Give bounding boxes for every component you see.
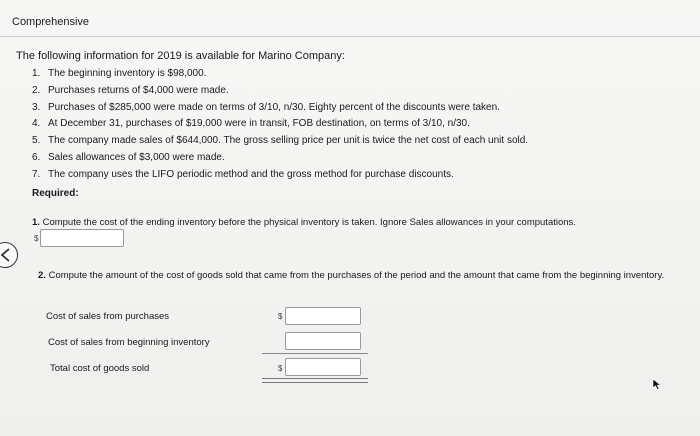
list-item-number: 5. bbox=[32, 135, 41, 147]
list-item-number: 4. bbox=[32, 118, 41, 130]
list-item bbox=[32, 66, 528, 83]
list-item-number: 2. bbox=[32, 84, 41, 96]
list-item-number: 3. bbox=[32, 101, 41, 113]
list-item-text: Sales allowances of $3,000 were made. bbox=[48, 151, 225, 163]
chevron-left-icon bbox=[0, 248, 11, 262]
intro-text: The following information for 2019 is available for Marino Company: bbox=[16, 50, 345, 62]
cost-from-beginning-inventory-input[interactable] bbox=[285, 332, 361, 350]
list-item-text: The company made sales of $644,000. The gross selling price per unit is twice the net cost of each unit sold. bbox=[48, 135, 529, 147]
list-item-text: The beginning inventory is $98,000. bbox=[48, 68, 207, 79]
list-item bbox=[32, 167, 528, 184]
list-item bbox=[32, 100, 528, 117]
required-heading: Required: bbox=[32, 188, 79, 199]
currency-symbol: $ bbox=[278, 364, 283, 373]
list-item bbox=[32, 116, 528, 133]
list-item-text: Purchases returns of $4,000 were made. bbox=[48, 84, 229, 96]
currency-symbol: $ bbox=[34, 234, 39, 243]
facts-list bbox=[32, 66, 528, 184]
list-item-text: The company uses the LIFO periodic method and the gross method for purchase discounts. bbox=[48, 168, 454, 180]
list-item bbox=[32, 83, 528, 100]
ending-inventory-input[interactable] bbox=[40, 229, 124, 247]
list-item-text: At December 31, purchases of $19,000 were in transit, FOB destination, on terms of 3/10, n/30. bbox=[48, 118, 470, 130]
question-1-number: 1. bbox=[32, 217, 40, 228]
list-item-number: 6. bbox=[32, 151, 41, 163]
question-2-prompt: Compute the amount of the cost of goods sold that came from the purchases of the period and the amount that came from the beginning inventory. bbox=[48, 270, 665, 281]
mouse-pointer-icon bbox=[652, 378, 662, 390]
title-divider bbox=[0, 36, 700, 37]
list-item-number: 1. bbox=[32, 68, 41, 79]
question-2-number: 2. bbox=[38, 270, 46, 281]
cost-from-purchases-input[interactable] bbox=[285, 307, 361, 325]
back-button[interactable] bbox=[0, 242, 18, 268]
list-item bbox=[32, 133, 528, 150]
cost-from-beginning-inventory-label: Cost of sales from beginning inventory bbox=[48, 337, 210, 348]
question-1-prompt: Compute the cost of the ending inventory before the physical inventory is taken. Ignore Sales allowances in your computations. bbox=[42, 217, 576, 228]
list-item-number: 7. bbox=[32, 168, 41, 180]
subtotal-rule bbox=[262, 353, 368, 354]
question-2-text bbox=[38, 268, 668, 283]
list-item-text: Purchases of $285,000 were made on terms of 3/10, n/30. Eighty percent of the discounts were taken. bbox=[48, 101, 500, 113]
total-cost-of-goods-sold-input[interactable] bbox=[285, 358, 361, 376]
total-double-rule bbox=[262, 378, 368, 383]
currency-symbol: $ bbox=[278, 312, 283, 321]
cost-from-purchases-label: Cost of sales from purchases bbox=[46, 311, 170, 322]
list-item bbox=[32, 150, 528, 167]
total-cost-of-goods-sold-label: Total cost of goods sold bbox=[50, 363, 150, 374]
page-title: Comprehensive bbox=[12, 16, 90, 28]
question-1-text bbox=[32, 217, 576, 228]
